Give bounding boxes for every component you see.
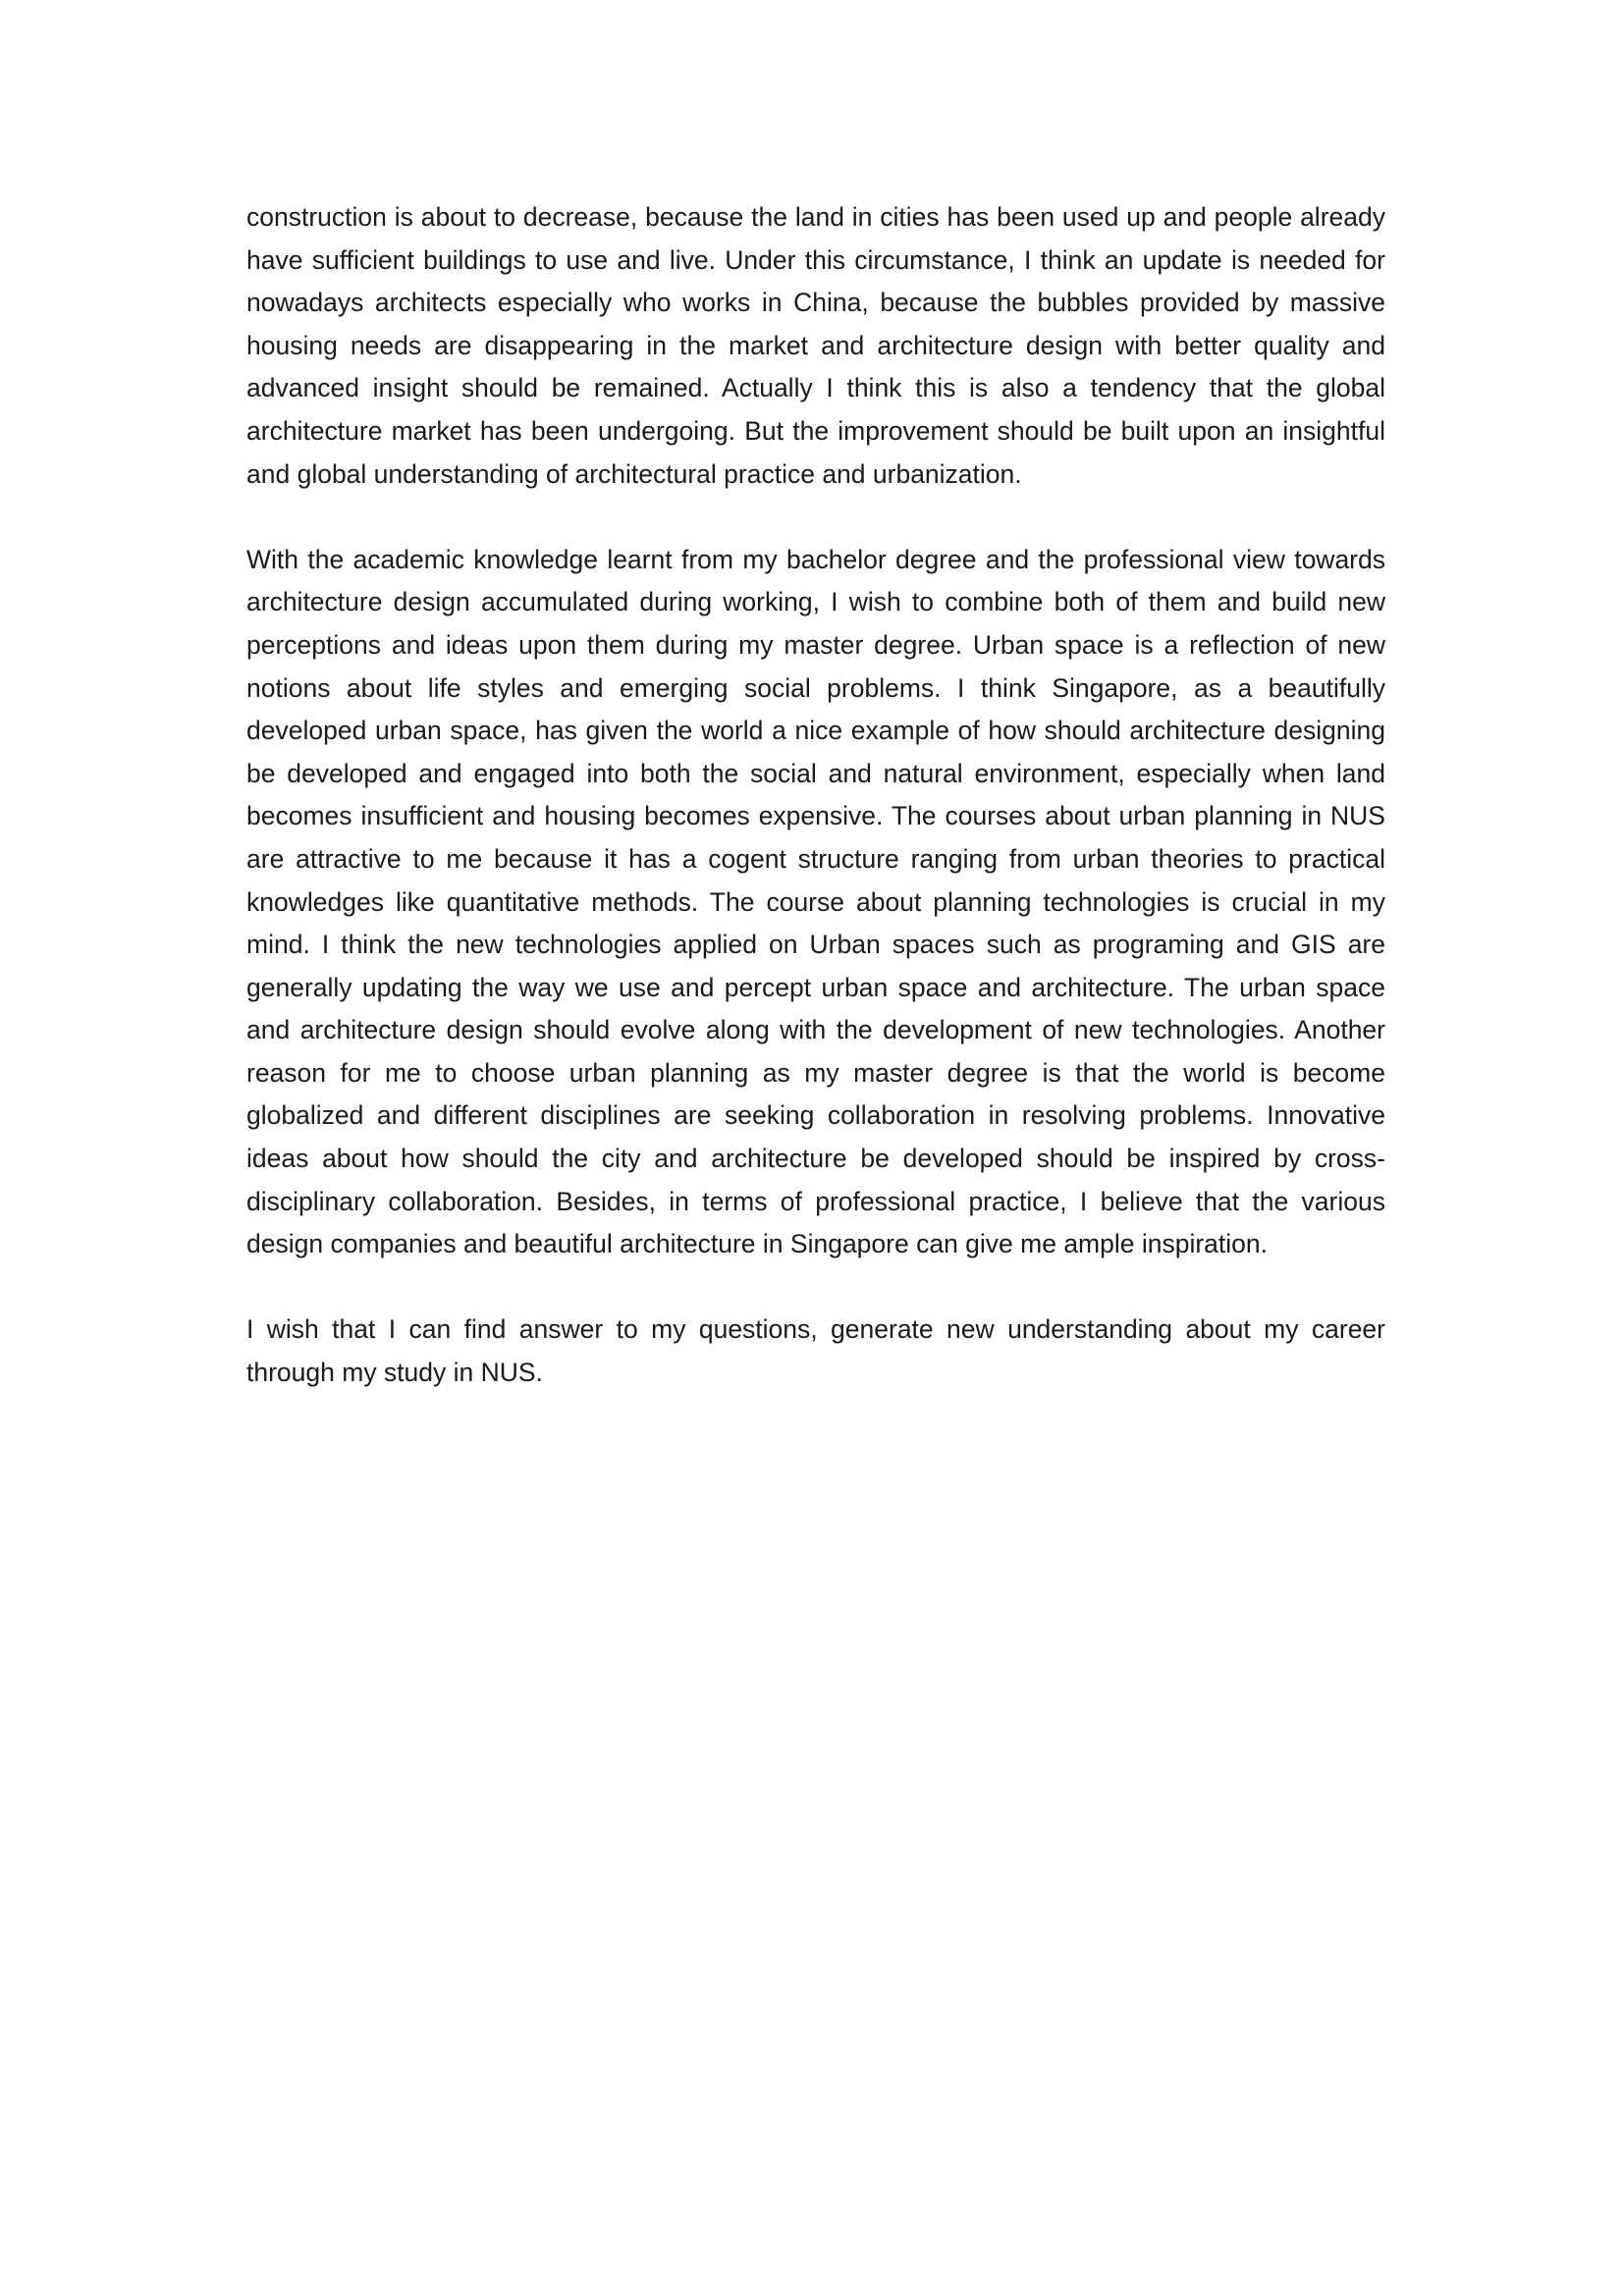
document-body (246, 196, 1385, 1395)
paragraph-2: With the academic knowledge learnt from my bachelor degree and the professional view towards architecture design accumulated during working, I wish to combine both of them and build new perceptions and ideas upon them during my master degree. Urban space is a reflection of new notions about life styles and emerging social problems. I think Singapore, as a beautifully developed urban space, has given the world a nice example of how should architecture designing be developed and engaged into both the social and natural environment, especially when land becomes insufficient and housing becomes expensive. The courses about urban planning in NUS are attractive to me because it has a cogent structure ranging from urban theories to practical knowledges like quantitative methods. The course about planning technologies is crucial in my mind. I think the new technologies applied on Urban spaces such as programing and GIS are generally updating the way we use and percept urban space and architecture. The urban space and architecture design should evolve along with the development of new technologies. Another reason for me to choose urban planning as my master degree is that the world is become globalized and different disciplines are seeking collaboration in resolving problems. Innovative ideas about how should the city and architecture be developed should be inspired by cross-disciplinary collaboration. Besides, in terms of professional practice, I believe that the various design companies and beautiful architecture in Singapore can give me ample inspiration. (246, 544, 1385, 1259)
paragraph-3: I wish that I can find answer to my questions, generate new understanding about my career through my study in NUS. (246, 1314, 1385, 1388)
paragraph-1: construction is about to decrease, because the land in cities has been used up and people already have sufficient buildings to use and live. Under this circumstance, I think an update is needed for nowadays architects especially who works in China, because the bubbles provided by massive housing needs are disappearing in the market and architecture design with better quality and advanced insight should be remained. Actually I think this is also a tendency that the global architecture market has been undergoing. But the improvement should be built upon an insightful and global understanding of architectural practice and urbanization. (246, 202, 1385, 489)
